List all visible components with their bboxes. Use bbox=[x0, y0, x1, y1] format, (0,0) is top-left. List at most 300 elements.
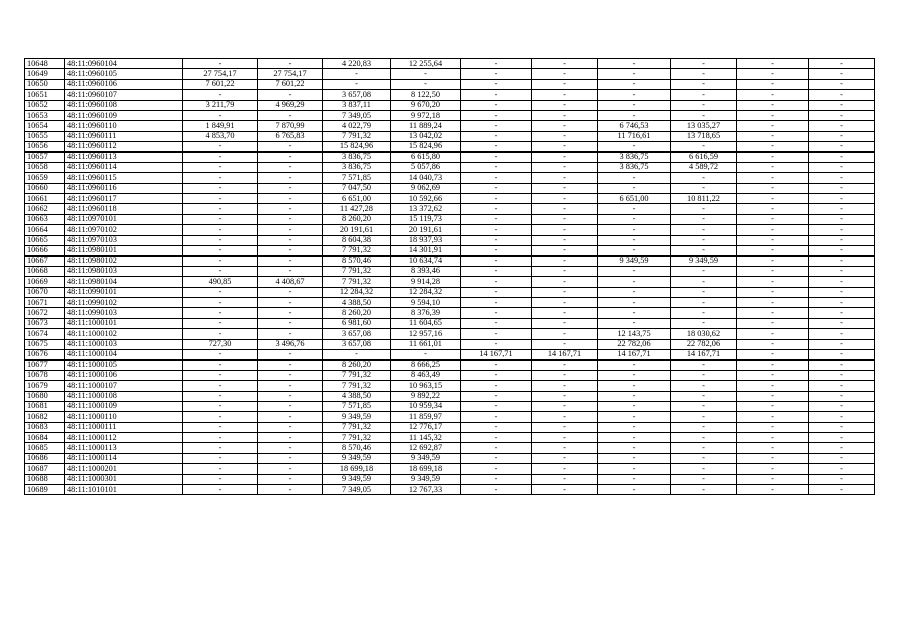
value-cell: 8 260,20 bbox=[323, 360, 391, 370]
table-row bbox=[25, 381, 875, 391]
value-cell: - bbox=[532, 360, 598, 370]
value-cell: - bbox=[598, 318, 671, 328]
value-cell: - bbox=[809, 297, 875, 307]
value-cell: - bbox=[671, 422, 737, 432]
value-cell: - bbox=[461, 214, 532, 224]
value-cell: - bbox=[461, 131, 532, 141]
table-row bbox=[25, 235, 875, 245]
value-cell: - bbox=[809, 360, 875, 370]
value-cell: - bbox=[598, 110, 671, 120]
row-number-cell: 10689 bbox=[25, 485, 65, 495]
value-cell: - bbox=[183, 349, 258, 359]
value-cell: - bbox=[532, 183, 598, 193]
value-cell: 9 349,59 bbox=[391, 474, 461, 484]
value-cell: - bbox=[809, 235, 875, 245]
value-cell: - bbox=[461, 297, 532, 307]
row-number-cell: 10667 bbox=[25, 256, 65, 266]
value-cell: 7 791,32 bbox=[323, 266, 391, 276]
value-cell: - bbox=[598, 422, 671, 432]
value-cell: 22 782,06 bbox=[671, 339, 737, 349]
value-cell: - bbox=[671, 266, 737, 276]
row-number-cell: 10655 bbox=[25, 131, 65, 141]
value-cell: - bbox=[598, 360, 671, 370]
value-cell: - bbox=[737, 360, 809, 370]
value-cell: 12 255,64 bbox=[391, 59, 461, 69]
table-row bbox=[25, 90, 875, 100]
value-cell: - bbox=[183, 225, 258, 235]
row-number-cell: 10686 bbox=[25, 453, 65, 463]
cadastral-number-cell: 48:11:0980103 bbox=[65, 266, 183, 276]
value-cell: - bbox=[737, 329, 809, 339]
value-cell: 18 699,18 bbox=[323, 464, 391, 474]
value-cell: - bbox=[532, 100, 598, 110]
value-cell: - bbox=[461, 474, 532, 484]
value-cell: - bbox=[671, 183, 737, 193]
value-cell: - bbox=[461, 121, 532, 131]
cadastral-number-cell: 48:11:1010101 bbox=[65, 485, 183, 495]
table-row bbox=[25, 318, 875, 328]
value-cell: - bbox=[598, 79, 671, 89]
value-cell: - bbox=[671, 401, 737, 411]
value-cell: - bbox=[598, 173, 671, 183]
value-cell: 7 791,32 bbox=[323, 381, 391, 391]
row-number-cell: 10668 bbox=[25, 266, 65, 276]
value-cell: - bbox=[671, 277, 737, 287]
value-cell: - bbox=[737, 339, 809, 349]
value-cell: - bbox=[809, 329, 875, 339]
value-cell: 4 589,72 bbox=[671, 162, 737, 172]
value-cell: 8 393,46 bbox=[391, 266, 461, 276]
value-cell: - bbox=[532, 204, 598, 214]
value-cell: - bbox=[532, 422, 598, 432]
value-cell: - bbox=[737, 287, 809, 297]
value-cell: 10 963,15 bbox=[391, 381, 461, 391]
table-row bbox=[25, 79, 875, 89]
table-row bbox=[25, 453, 875, 463]
value-cell: - bbox=[809, 485, 875, 495]
value-cell: - bbox=[598, 235, 671, 245]
value-cell: - bbox=[183, 453, 258, 463]
value-cell: 12 957,16 bbox=[391, 329, 461, 339]
value-cell: - bbox=[598, 225, 671, 235]
value-cell: - bbox=[532, 339, 598, 349]
value-cell: - bbox=[809, 246, 875, 256]
value-cell: - bbox=[461, 360, 532, 370]
value-cell: - bbox=[809, 349, 875, 359]
cadastral-number-cell: 48:11:0970102 bbox=[65, 225, 183, 235]
value-cell: 11 859,97 bbox=[391, 412, 461, 422]
value-cell: 7 870,99 bbox=[258, 121, 323, 131]
value-cell: - bbox=[598, 443, 671, 453]
table-row bbox=[25, 412, 875, 422]
row-number-cell: 10687 bbox=[25, 464, 65, 474]
value-cell: - bbox=[809, 381, 875, 391]
value-cell: 5 057,86 bbox=[391, 162, 461, 172]
value-cell: - bbox=[532, 381, 598, 391]
value-cell: - bbox=[598, 401, 671, 411]
value-cell: 9 349,59 bbox=[391, 453, 461, 463]
value-cell: - bbox=[391, 349, 461, 359]
value-cell: 13 035,27 bbox=[671, 121, 737, 131]
value-cell: - bbox=[532, 433, 598, 443]
value-cell: - bbox=[323, 79, 391, 89]
value-cell: 9 594,10 bbox=[391, 297, 461, 307]
value-cell: - bbox=[258, 412, 323, 422]
value-cell: - bbox=[532, 277, 598, 287]
value-cell: - bbox=[183, 297, 258, 307]
row-number-cell: 10658 bbox=[25, 162, 65, 172]
row-number-cell: 10677 bbox=[25, 360, 65, 370]
value-cell: - bbox=[461, 235, 532, 245]
value-cell: - bbox=[671, 204, 737, 214]
value-cell: 3 657,08 bbox=[323, 329, 391, 339]
table-row bbox=[25, 360, 875, 370]
cadastral-number-cell: 48:11:1000104 bbox=[65, 349, 183, 359]
value-cell: - bbox=[183, 391, 258, 401]
value-cell: - bbox=[461, 412, 532, 422]
value-cell: - bbox=[183, 235, 258, 245]
value-cell: - bbox=[598, 277, 671, 287]
table-row bbox=[25, 142, 875, 152]
value-cell: - bbox=[737, 412, 809, 422]
table-row bbox=[25, 246, 875, 256]
value-cell: - bbox=[598, 246, 671, 256]
value-cell: - bbox=[532, 329, 598, 339]
value-cell: 4 969,29 bbox=[258, 100, 323, 110]
value-cell: - bbox=[737, 422, 809, 432]
value-cell: - bbox=[671, 110, 737, 120]
value-cell: - bbox=[258, 464, 323, 474]
value-cell: 4 220,83 bbox=[323, 59, 391, 69]
value-cell: - bbox=[323, 349, 391, 359]
row-number-cell: 10666 bbox=[25, 246, 65, 256]
value-cell: - bbox=[809, 287, 875, 297]
value-cell: - bbox=[598, 142, 671, 152]
value-cell: - bbox=[737, 401, 809, 411]
cadastral-number-cell: 48:11:1000110 bbox=[65, 412, 183, 422]
value-cell: - bbox=[598, 474, 671, 484]
cadastral-number-cell: 48:11:0960109 bbox=[65, 110, 183, 120]
value-cell: 7 349,05 bbox=[323, 110, 391, 120]
value-cell: - bbox=[809, 453, 875, 463]
value-cell: - bbox=[737, 225, 809, 235]
value-cell: - bbox=[671, 370, 737, 380]
table-row bbox=[25, 194, 875, 204]
row-number-cell: 10684 bbox=[25, 433, 65, 443]
value-cell: - bbox=[258, 287, 323, 297]
table-row bbox=[25, 339, 875, 349]
value-cell: 3 211,79 bbox=[183, 100, 258, 110]
value-cell: - bbox=[532, 308, 598, 318]
value-cell: - bbox=[737, 131, 809, 141]
value-cell: - bbox=[461, 90, 532, 100]
table-body bbox=[25, 59, 875, 495]
value-cell: - bbox=[809, 90, 875, 100]
value-cell: 14 167,71 bbox=[461, 349, 532, 359]
value-cell: - bbox=[461, 422, 532, 432]
value-cell: - bbox=[737, 308, 809, 318]
value-cell: - bbox=[737, 266, 809, 276]
value-cell: - bbox=[183, 214, 258, 224]
value-cell: - bbox=[258, 329, 323, 339]
cadastral-number-cell: 48:11:1000109 bbox=[65, 401, 183, 411]
value-cell: 11 889,24 bbox=[391, 121, 461, 131]
value-cell: 27 754,17 bbox=[183, 69, 258, 79]
row-number-cell: 10660 bbox=[25, 183, 65, 193]
value-cell: - bbox=[809, 401, 875, 411]
table-row bbox=[25, 401, 875, 411]
cadastral-number-cell: 48:11:0960110 bbox=[65, 121, 183, 131]
value-cell: - bbox=[258, 152, 323, 162]
value-cell: - bbox=[737, 79, 809, 89]
data-table bbox=[24, 58, 875, 495]
value-cell: 8 260,20 bbox=[323, 308, 391, 318]
value-cell: - bbox=[183, 412, 258, 422]
table-row bbox=[25, 349, 875, 359]
value-cell: - bbox=[258, 204, 323, 214]
cadastral-number-cell: 48:11:1000114 bbox=[65, 453, 183, 463]
value-cell: - bbox=[391, 69, 461, 79]
value-cell: - bbox=[809, 464, 875, 474]
value-cell: - bbox=[737, 59, 809, 69]
value-cell: 3 836,75 bbox=[323, 162, 391, 172]
value-cell: - bbox=[532, 162, 598, 172]
value-cell: 9 914,28 bbox=[391, 277, 461, 287]
value-cell: - bbox=[737, 370, 809, 380]
table-row bbox=[25, 464, 875, 474]
value-cell: - bbox=[532, 287, 598, 297]
value-cell: - bbox=[809, 474, 875, 484]
table-row bbox=[25, 474, 875, 484]
table-row bbox=[25, 173, 875, 183]
value-cell: 20 191,61 bbox=[391, 225, 461, 235]
row-number-cell: 10672 bbox=[25, 308, 65, 318]
value-cell: - bbox=[671, 225, 737, 235]
value-cell: - bbox=[809, 194, 875, 204]
value-cell: 8 463,49 bbox=[391, 370, 461, 380]
value-cell: 8 376,39 bbox=[391, 308, 461, 318]
value-cell: - bbox=[461, 401, 532, 411]
value-cell: - bbox=[532, 173, 598, 183]
table-row bbox=[25, 433, 875, 443]
value-cell: - bbox=[183, 110, 258, 120]
value-cell: 7 047,50 bbox=[323, 183, 391, 193]
cadastral-number-cell: 48:11:0980104 bbox=[65, 277, 183, 287]
row-number-cell: 10651 bbox=[25, 90, 65, 100]
table-row bbox=[25, 370, 875, 380]
cadastral-number-cell: 48:11:1000108 bbox=[65, 391, 183, 401]
value-cell: - bbox=[183, 152, 258, 162]
value-cell: 4 388,50 bbox=[323, 391, 391, 401]
value-cell: - bbox=[671, 69, 737, 79]
value-cell: - bbox=[461, 433, 532, 443]
row-number-cell: 10657 bbox=[25, 152, 65, 162]
value-cell: - bbox=[532, 79, 598, 89]
value-cell: - bbox=[258, 194, 323, 204]
value-cell: - bbox=[737, 194, 809, 204]
value-cell: 3 496,76 bbox=[258, 339, 323, 349]
table-row bbox=[25, 297, 875, 307]
value-cell: - bbox=[258, 256, 323, 266]
value-cell: - bbox=[671, 90, 737, 100]
value-cell: - bbox=[183, 433, 258, 443]
row-number-cell: 10648 bbox=[25, 59, 65, 69]
value-cell: - bbox=[258, 422, 323, 432]
value-cell: - bbox=[809, 433, 875, 443]
value-cell: - bbox=[809, 339, 875, 349]
row-number-cell: 10682 bbox=[25, 412, 65, 422]
value-cell: - bbox=[737, 173, 809, 183]
value-cell: - bbox=[671, 308, 737, 318]
value-cell: - bbox=[532, 246, 598, 256]
value-cell: - bbox=[532, 412, 598, 422]
value-cell: - bbox=[598, 381, 671, 391]
row-number-cell: 10676 bbox=[25, 349, 65, 359]
value-cell: - bbox=[258, 401, 323, 411]
value-cell: - bbox=[671, 433, 737, 443]
value-cell: - bbox=[809, 100, 875, 110]
value-cell: - bbox=[809, 121, 875, 131]
value-cell: - bbox=[737, 474, 809, 484]
table-row bbox=[25, 110, 875, 120]
row-number-cell: 10678 bbox=[25, 370, 65, 380]
value-cell: - bbox=[598, 453, 671, 463]
row-number-cell: 10656 bbox=[25, 142, 65, 152]
cadastral-number-cell: 48:11:0960104 bbox=[65, 59, 183, 69]
value-cell: - bbox=[737, 433, 809, 443]
value-cell: - bbox=[809, 69, 875, 79]
value-cell: - bbox=[532, 391, 598, 401]
value-cell: 3 657,08 bbox=[323, 90, 391, 100]
value-cell: - bbox=[258, 246, 323, 256]
value-cell: - bbox=[598, 204, 671, 214]
table-row bbox=[25, 329, 875, 339]
value-cell: - bbox=[532, 443, 598, 453]
value-cell: - bbox=[461, 173, 532, 183]
value-cell: - bbox=[737, 142, 809, 152]
value-cell: 8 570,46 bbox=[323, 443, 391, 453]
table-row bbox=[25, 287, 875, 297]
value-cell: - bbox=[461, 194, 532, 204]
value-cell: 9 062,69 bbox=[391, 183, 461, 193]
row-number-cell: 10665 bbox=[25, 235, 65, 245]
value-cell: - bbox=[671, 485, 737, 495]
cadastral-number-cell: 48:11:1000105 bbox=[65, 360, 183, 370]
cadastral-number-cell: 48:11:0960107 bbox=[65, 90, 183, 100]
value-cell: - bbox=[461, 69, 532, 79]
table-row bbox=[25, 162, 875, 172]
value-cell: - bbox=[258, 59, 323, 69]
value-cell: - bbox=[532, 110, 598, 120]
value-cell: - bbox=[598, 69, 671, 79]
value-cell: - bbox=[809, 110, 875, 120]
value-cell: - bbox=[258, 266, 323, 276]
value-cell: 727,30 bbox=[183, 339, 258, 349]
value-cell: - bbox=[183, 308, 258, 318]
value-cell: - bbox=[737, 453, 809, 463]
value-cell: 1 849,91 bbox=[183, 121, 258, 131]
value-cell: - bbox=[809, 443, 875, 453]
value-cell: 6 981,60 bbox=[323, 318, 391, 328]
value-cell: 12 692,87 bbox=[391, 443, 461, 453]
value-cell: 9 349,59 bbox=[323, 412, 391, 422]
value-cell: - bbox=[461, 464, 532, 474]
value-cell: - bbox=[737, 256, 809, 266]
table-row bbox=[25, 121, 875, 131]
value-cell: - bbox=[258, 360, 323, 370]
value-cell: - bbox=[737, 391, 809, 401]
table-row bbox=[25, 59, 875, 69]
value-cell: - bbox=[809, 183, 875, 193]
row-number-cell: 10685 bbox=[25, 443, 65, 453]
cadastral-number-cell: 48:11:0990103 bbox=[65, 308, 183, 318]
value-cell: - bbox=[737, 121, 809, 131]
value-cell: 6 616,59 bbox=[671, 152, 737, 162]
cadastral-number-cell: 48:11:1000106 bbox=[65, 370, 183, 380]
table-row bbox=[25, 183, 875, 193]
row-number-cell: 10664 bbox=[25, 225, 65, 235]
value-cell: 12 776,17 bbox=[391, 422, 461, 432]
value-cell: - bbox=[258, 142, 323, 152]
value-cell: - bbox=[183, 142, 258, 152]
value-cell: - bbox=[461, 277, 532, 287]
value-cell: - bbox=[671, 142, 737, 152]
value-cell: 20 191,61 bbox=[323, 225, 391, 235]
value-cell: - bbox=[737, 152, 809, 162]
value-cell: - bbox=[461, 152, 532, 162]
value-cell: - bbox=[809, 79, 875, 89]
value-cell: - bbox=[258, 474, 323, 484]
cadastral-number-cell: 48:11:0970101 bbox=[65, 214, 183, 224]
value-cell: - bbox=[258, 443, 323, 453]
value-cell: - bbox=[461, 110, 532, 120]
value-cell: 12 284,32 bbox=[391, 287, 461, 297]
value-cell: - bbox=[809, 152, 875, 162]
value-cell: 8 666,25 bbox=[391, 360, 461, 370]
value-cell: - bbox=[461, 246, 532, 256]
cadastral-number-cell: 48:11:0990101 bbox=[65, 287, 183, 297]
value-cell: - bbox=[183, 370, 258, 380]
value-cell: - bbox=[671, 443, 737, 453]
value-cell: - bbox=[461, 79, 532, 89]
value-cell: - bbox=[809, 412, 875, 422]
row-number-cell: 10650 bbox=[25, 79, 65, 89]
value-cell: - bbox=[258, 110, 323, 120]
value-cell: 10 634,74 bbox=[391, 256, 461, 266]
value-cell: - bbox=[532, 69, 598, 79]
value-cell: - bbox=[258, 453, 323, 463]
table-row bbox=[25, 256, 875, 266]
value-cell: - bbox=[809, 142, 875, 152]
value-cell: 13 718,65 bbox=[671, 131, 737, 141]
row-number-cell: 10680 bbox=[25, 391, 65, 401]
value-cell: - bbox=[671, 464, 737, 474]
value-cell: - bbox=[809, 131, 875, 141]
value-cell: 14 040,73 bbox=[391, 173, 461, 183]
value-cell: - bbox=[461, 100, 532, 110]
value-cell: - bbox=[461, 59, 532, 69]
value-cell: 3 836,75 bbox=[598, 152, 671, 162]
row-number-cell: 10662 bbox=[25, 204, 65, 214]
value-cell: 7 349,05 bbox=[323, 485, 391, 495]
value-cell: 6 651,00 bbox=[323, 194, 391, 204]
value-cell: - bbox=[809, 308, 875, 318]
value-cell: 11 716,61 bbox=[598, 131, 671, 141]
cadastral-number-cell: 48:11:1000102 bbox=[65, 329, 183, 339]
value-cell: 11 427,28 bbox=[323, 204, 391, 214]
value-cell: - bbox=[183, 59, 258, 69]
value-cell: - bbox=[598, 433, 671, 443]
